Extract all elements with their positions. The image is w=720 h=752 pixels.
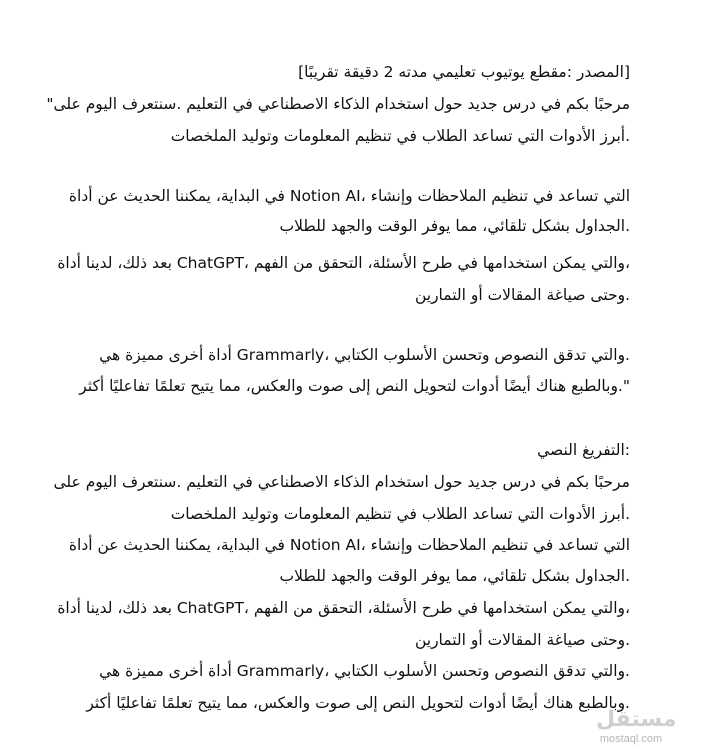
paragraph-line: ".وبالطبع هناك أيضًا أدوات لتحويل النص إلى صوت والعكس، مما يتيح تعلمًا تفاعليًا أكثر — [79, 377, 630, 395]
paragraph-line: .أبرز الأدوات التي تساعد الطلاب في تنظيم المعلومات وتوليد الملخصات — [170, 127, 630, 145]
transcript-heading: :التفريغ النصي — [537, 441, 630, 459]
transcript-line: .الجداول بشكل تلقائي، مما يوفر الوقت والجهد للطلاب — [279, 567, 630, 585]
transcript-line: مرحبًا بكم في درس جديد حول استخدام الذكاء الاصطناعي في التعليم .سنتعرف اليوم على — [53, 473, 630, 491]
watermark-url: mostaql.com — [599, 733, 663, 745]
watermark-logo: مستقل — [596, 707, 677, 732]
transcript-line: التي تساعد في تنظيم الملاحظات وإنشاء ،Notion AI في البداية، يمكننا الحديث عن أداة — [68, 536, 630, 554]
paragraph-line: .الجداول بشكل تلقائي، مما يوفر الوقت والجهد للطلاب — [279, 217, 630, 235]
paragraph-line: التي تساعد في تنظيم الملاحظات وإنشاء ،Notion AI في البداية، يمكننا الحديث عن أداة — [68, 187, 630, 205]
paragraph-line: .والتي تدقق النصوص وتحسن الأسلوب الكتابي ،Grammarly أداة أخرى مميزة هي — [99, 346, 630, 364]
transcript-line: ،والتي يمكن استخدامها في طرح الأسئلة، التحقق من الفهم ،ChatGPT بعد ذلك، لدينا أداة — [57, 599, 630, 617]
paragraph-line: ،والتي يمكن استخدامها في طرح الأسئلة، التحقق من الفهم ،ChatGPT بعد ذلك، لدينا أداة — [57, 254, 630, 272]
transcript-line: .أبرز الأدوات التي تساعد الطلاب في تنظيم المعلومات وتوليد الملخصات — [170, 505, 630, 523]
transcript-line: .وبالطبع هناك أيضًا أدوات لتحويل النص إلى صوت والعكس، مما يتيح تعلمًا تفاعليًا أكثر — [86, 694, 630, 712]
paragraph-line: .وحتى صياغة المقالات أو التمارين — [414, 286, 630, 304]
transcript-line: .وحتى صياغة المقالات أو التمارين — [414, 631, 630, 649]
mostaql-watermark — [596, 707, 677, 748]
paragraph-line: مرحبًا بكم في درس جديد حول استخدام الذكاء الاصطناعي في التعليم .سنتعرف اليوم على" — [46, 95, 630, 113]
source-line: [المصدر :مقطع يوتيوب تعليمي مدته 2 دقيقة تقريبًا] — [298, 63, 630, 81]
transcript-line: .والتي تدقق النصوص وتحسن الأسلوب الكتابي ،Grammarly أداة أخرى مميزة هي — [99, 662, 630, 680]
